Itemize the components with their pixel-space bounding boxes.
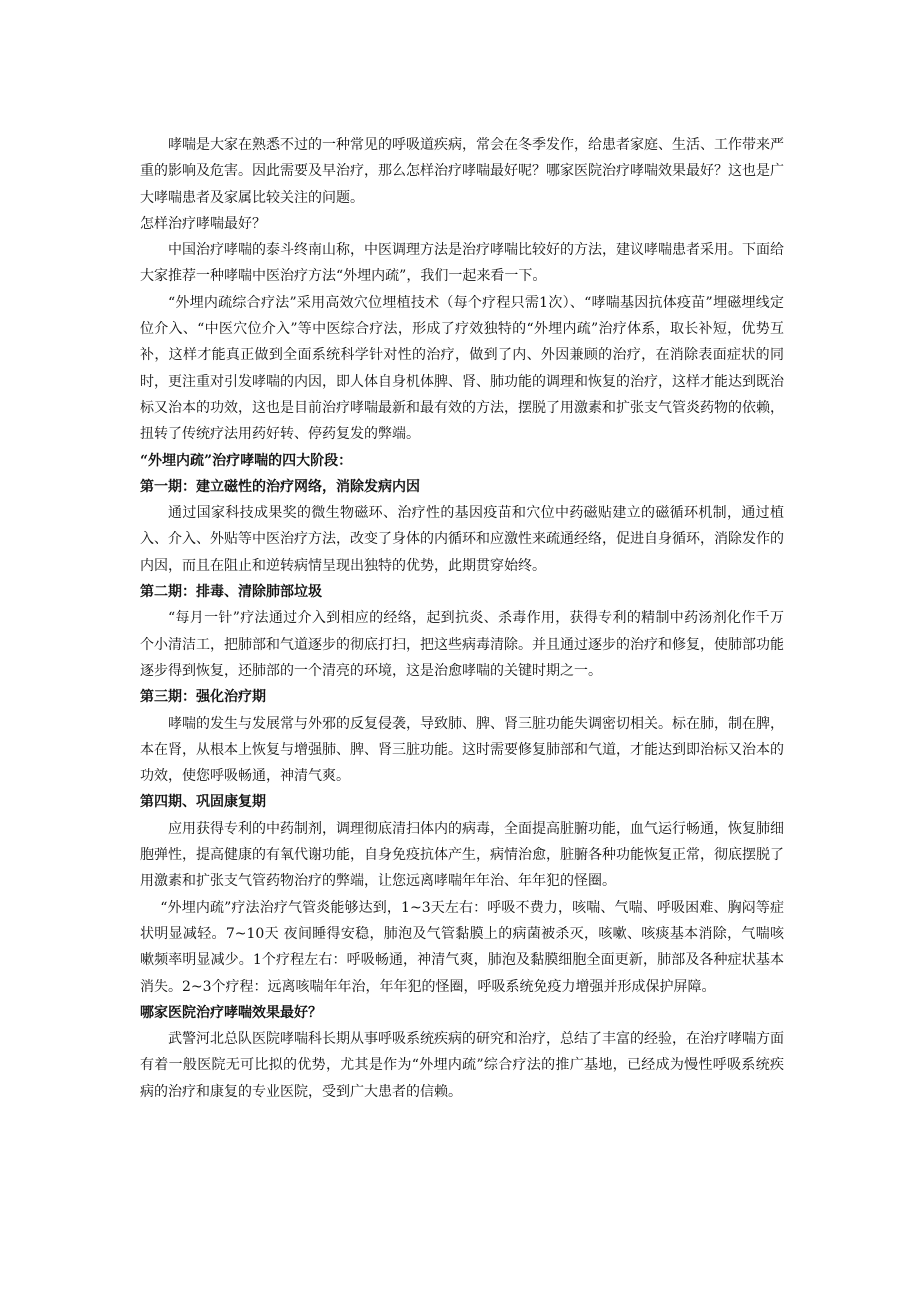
- heading-stage-2: 第二期：排毒、清除肺部垃圾: [140, 584, 322, 601]
- question-how-to-treat: 怎样治疗哮喘最好？: [140, 215, 266, 232]
- paragraph-effects: “外埋内疏”疗法治疗气管炎能够达到，1~3天左右：呼吸不费力，咳喘、气喘、呼吸困难、胸闷等症状明显减轻。7~10天 夜间睡得安稳，肺泡及气管黏膜上的病菌被杀灭，咳嗽、咳痰基本消除，气喘咳嗽频率明显减少。1个疗程左右：呼吸畅通，神清气爽，肺泡及黏膜细胞全面更新，肺部及各种症状基本消失。2~3个疗程：远离咳喘年年治，年年犯的怪圈，呼吸系统免疫力增强并形成保护屏障。: [140, 899, 784, 995]
- paragraph-stage-3: 哮喘的发生与发展常与外邪的反复侵袭，导致肺、脾、肾三脏功能失调密切相关。标在肺，制在脾，本在肾，从根本上恢复与增强肺、脾、肾三脏功能。这时需要修复肺部和气道，才能达到即治标又治本的功效，使您呼吸畅通，神清气爽。: [140, 715, 784, 785]
- paragraph-tcm-recommendation: 中国治疗哮喘的泰斗终南山称，中医调理方法是治疗哮喘比较好的方法，建议哮喘患者采用。下面给大家推荐一种哮喘中医治疗方法“外埋内疏”，我们一起来看一下。: [140, 242, 784, 285]
- heading-four-stages: “外埋内疏”治疗哮喘的四大阶段：: [140, 452, 353, 469]
- heading-stage-1: 第一期：建立磁性的治疗网络，消除发病内因: [140, 478, 420, 495]
- paragraph-stage-2: “每月一针”疗法通过介入到相应的经络，起到抗炎、杀毒作用，获得专利的精制中药汤剂化作千万个小清洁工，把肺部和气道逐步的彻底打扫，把这些病毒清除。并且通过逐步的治疗和修复，使肺部功能逐步得到恢复，还肺部的一个清亮的环境，这是治愈哮喘的关键时期之一。: [140, 610, 784, 679]
- paragraph-stage-1: 通过国家科技成果奖的微生物磁环、治疗性的基因疫苗和穴位中药磁贴建立的磁循环机制，通过植入、介入、外贴等中医治疗方法，改变了身体的内循环和应激性来疏通经络，促进自身循环，消除发作的内因，而且在阻止和逆转病情呈现出独特的优势，此期贯穿始终。: [140, 505, 784, 574]
- paragraph-therapy-description: “外埋内疏综合疗法”采用高效穴位埋植技术（每个疗程只需1次）、“哮喘基因抗体疫苗”埋磁埋线定位介入、“中医穴位介入”等中医综合疗法，形成了疗效独特的“外埋内疏”治疗体系，取长补短，优势互补，这样才能真正做到全面系统科学针对性的治疗，做到了内、外因兼顾的治疗，在消除表面症状的同时，更注重对引发哮喘的内因，即人体自身机体脾、肾、肺功能的调理和恢复的治疗，这样才能达到既治标又治本的功效，这也是目前治疗哮喘最新和最有效的方法，摆脱了用激素和扩张支气管炎药物的依赖，扭转了传统疗法用药好转、停药复发的弊端。: [140, 294, 784, 443]
- document-body: [140, 132, 784, 1105]
- intro-paragraph: 哮喘是大家在熟悉不过的一种常见的呼吸道疾病，常会在冬季发作，给患者家庭、生活、工作带来严重的影响及危害。因此需要及早治疗，那么怎样治疗哮喘最好呢？哪家医院治疗哮喘效果最好？这也是广大哮喘患者及家属比较关注的问题。: [140, 137, 784, 206]
- paragraph-stage-4: 应用获得专利的中药制剂，调理彻底清扫体内的病毒，全面提高脏腑功能，血气运行畅通，恢复肺细胞弹性，提高健康的有氧代谢功能，自身免疫抗体产生，病情治愈，脏腑各种功能恢复正常，彻底摆脱了用激素和扩张支气管药物治疗的弊端，让您远离哮喘年年治、年年犯的怪圈。: [140, 820, 784, 890]
- heading-which-hospital: 哪家医院治疗哮喘效果最好？: [140, 1004, 322, 1021]
- heading-stage-3: 第三期：强化治疗期: [140, 689, 266, 706]
- heading-stage-4: 第四期、巩固康复期: [140, 794, 266, 811]
- paragraph-hospital: 武警河北总队医院哮喘科长期从事呼吸系统疾病的研究和治疗，总结了丰富的经验，在治疗哮喘方面有着一般医院无可比拟的优势，尤其是作为“外埋内疏”综合疗法的推广基地，已经成为慢性呼吸系统疾病的治疗和康复的专业医院，受到广大患者的信赖。: [140, 1031, 784, 1100]
